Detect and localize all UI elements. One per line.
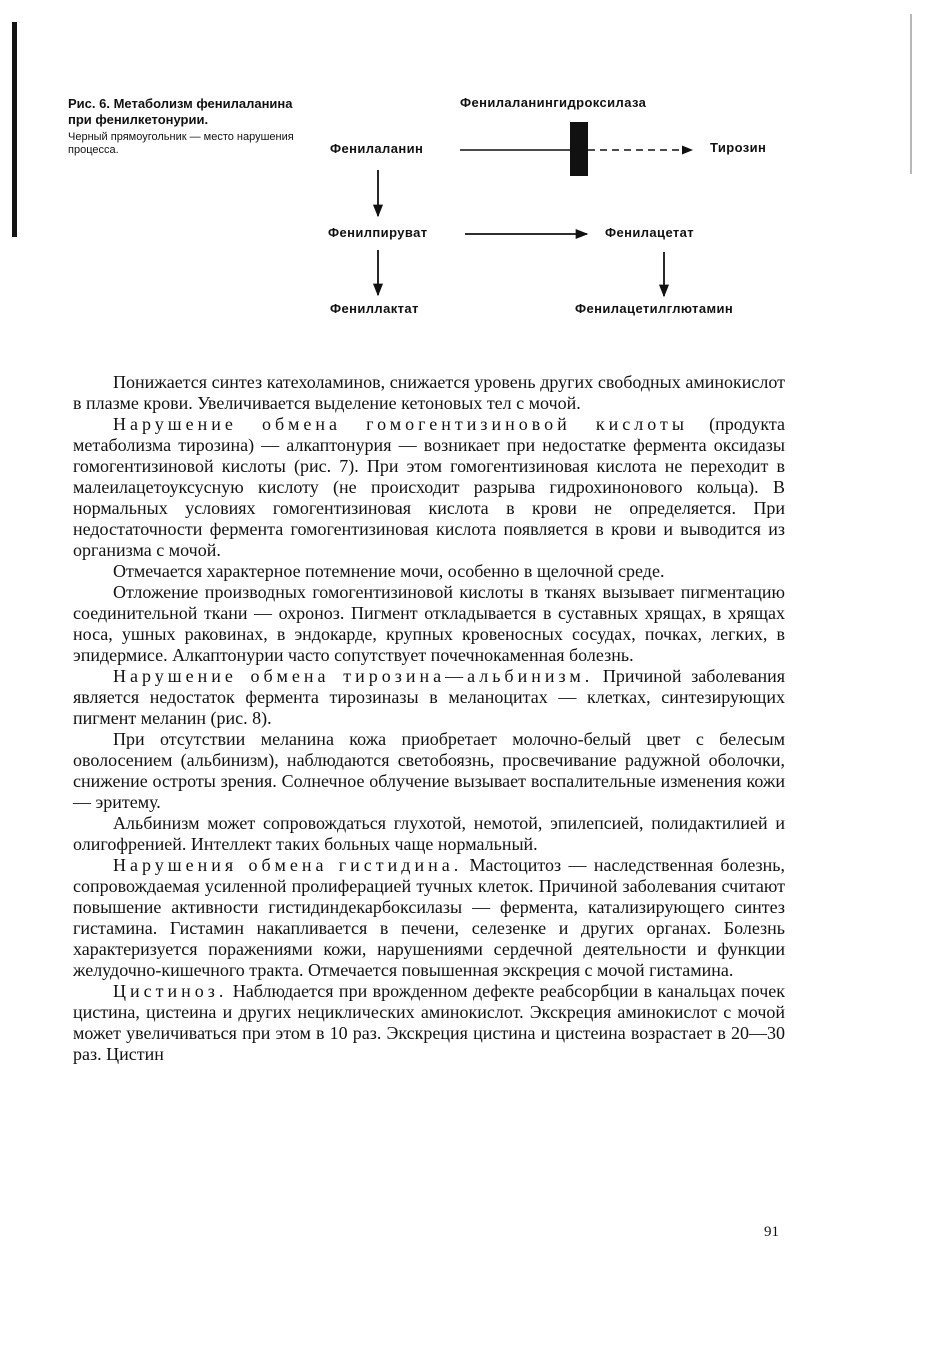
- node-tyrosine: Тирозин: [710, 140, 767, 155]
- node-phenylalanine: Фенилаланин: [330, 141, 424, 156]
- paragraph: Цистиноз. Наблюдается при врожденном дефекте реабсорбции в канальцах почек цистина, цистеина и других нециклических аминокислот. Экскреция аминокислот с мочой может увеличиваться при этом в 10 раз. Экскреция цистина и цистеина возрастает в 20—30 раз. Цистин: [73, 981, 785, 1064]
- enzyme-label: Фенилаланингидроксилаза: [460, 95, 647, 110]
- paragraph: Нарушения обмена гистидина. Мастоцитоз — наследственная болезнь, сопровождаемая усиленной пролиферацией тучных клеток. Причиной заболевания считают повышение активности гистидиндекарбоксилазы — фермента, катализирующего синтез гистамина. Гистамин накапливается в печени, селезенке и других органах. Болезнь характеризуется поражениями кожи, нарушениями сердечной деятельности и функции желудочно-кишечного тракта. Отмечается повышенная экскреция с мочой гистамина.: [73, 855, 785, 980]
- page-number: 91: [764, 1224, 779, 1240]
- paragraph: При отсутствии меланина кожа приобретает молочно-белый цвет с белесым оволосением (альбинизм), наблюдаются светобоязнь, просвечивание радужной оболочки, снижение остроты зрения. Солнечное облучение вызывает воспалительные изменения кожи — эритему.: [73, 729, 785, 812]
- blocked-step-marker: [570, 122, 588, 176]
- scan-edge-left: [12, 22, 17, 237]
- paragraph-lead: Нарушение обмена гомогентизиновой кислоты: [113, 414, 688, 434]
- paragraph-lead: Цистиноз.: [113, 981, 228, 1001]
- paragraph: Нарушение обмена тирозина—альбинизм. Причиной заболевания является недостаток фермента тирозиназы в меланоцитах — клетках, синтезирующих пигмент меланин (рис. 8).: [73, 666, 785, 728]
- node-phenylacetylglutamine: Фенилацетилглютамин: [575, 301, 734, 316]
- body-text: [73, 372, 785, 1065]
- paragraph-lead: Нарушение обмена тирозина—альбинизм.: [113, 666, 594, 686]
- figure-caption: [68, 96, 318, 157]
- scan-edge-right: [910, 14, 912, 174]
- figure-caption-title: Рис. 6. Метаболизм фенилаланина при фенилкетонурии.: [68, 96, 293, 127]
- node-phenyllactate: Фениллактат: [330, 301, 419, 316]
- paragraph: Отмечается характерное потемнение мочи, особенно в щелочной среде.: [113, 561, 665, 581]
- node-phenylpyruvate: Фенилпируват: [328, 225, 428, 240]
- paragraph: Понижается синтез катехоламинов, снижается уровень других свободных аминокислот в плазме крови. Увеличивается выделение кетоновых тел с мочой.: [73, 372, 785, 413]
- figure-caption-note: Черный прямоугольник — место нарушения процесса.: [68, 131, 294, 156]
- node-phenylacetate: Фенилацетат: [605, 225, 695, 240]
- metabolism-diagram: [300, 88, 810, 328]
- paragraph: Альбинизм может сопровождаться глухотой, немотой, эпилепсией, полидактилией и олигофренией. Интеллект таких больных чаще нормальный.: [73, 813, 785, 854]
- paragraph: Нарушение обмена гомогентизиновой кислоты (продукта метаболизма тирозина) — алкаптонурия — возникает при недостатке фермента оксидазы гомогентизиновой кислоты (рис. 7). При этом гомогентизиновая кислота не переходит в малеилацетоуксусную кислоту (не происходит разрыва гидрохинонового кольца). В нормальных условиях гомогентизиновая кислота в крови не определяется. При недостаточности фермента гомогентизиновая кислота появляется в крови и выводится из организма с мочой.: [73, 414, 785, 560]
- paragraph: Отложение производных гомогентизиновой кислоты в тканях вызывает пигментацию соединительной ткани — охроноз. Пигмент откладывается в суставных хрящах, в хрящах носа, ушных раковинах, в эндокарде, крупных кровеносных сосудах, почках, легких, в эпидермисе. Алкаптонурии часто сопутствует почечнокаменная болезнь.: [73, 582, 785, 665]
- paragraph-lead: Нарушения обмена гистидина.: [113, 855, 463, 875]
- diagram-arrows: [300, 88, 810, 328]
